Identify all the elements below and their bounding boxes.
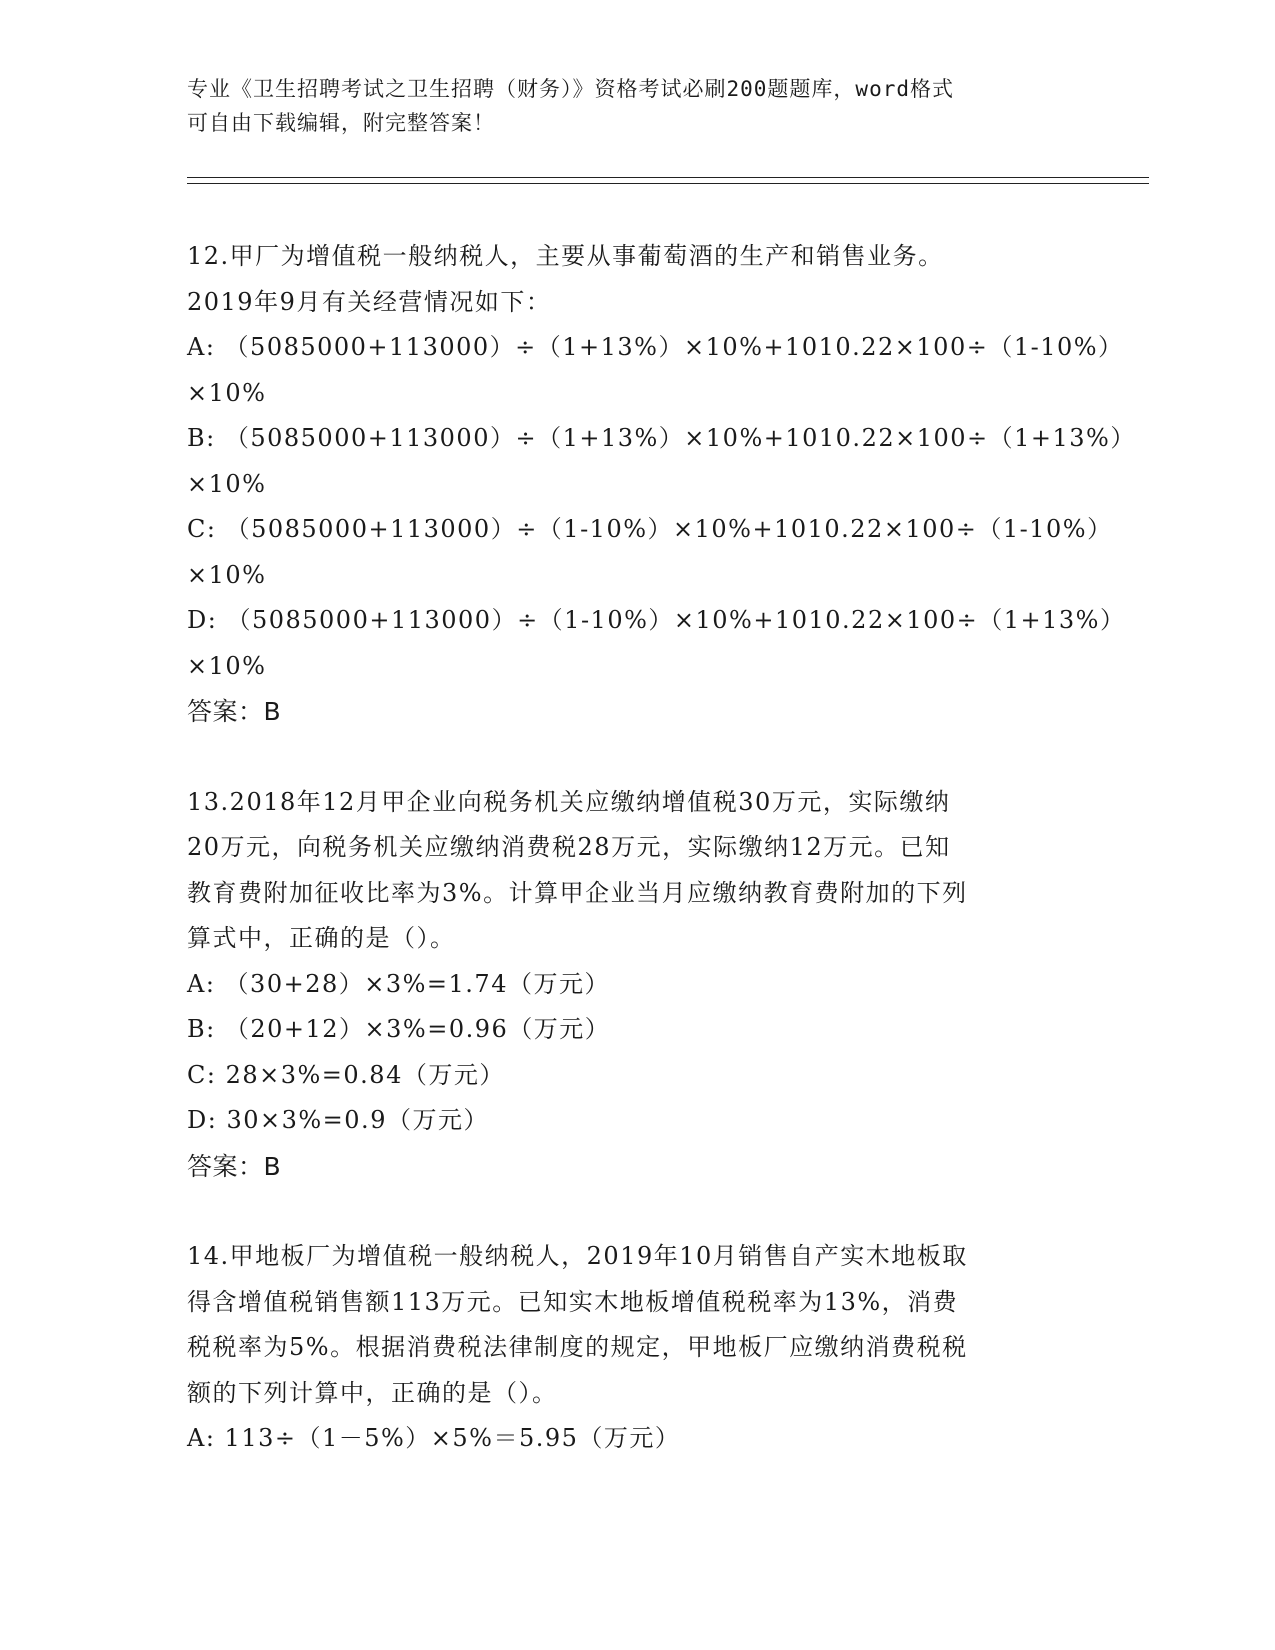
option-a: A: 113÷（1－5%）×5%＝5.95（万元） [187,1424,681,1452]
option-c: C: （5085000+113000）÷（1-10%）×10%+1010.22×100÷（1-10%） [187,515,1113,543]
question-stem-line: 税税率为5%。根据消费税法律制度的规定，甲地板厂应缴纳消费税税 [187,1333,968,1361]
answer-label: 答案：B [187,697,282,726]
question-stem-line: 20万元，向税务机关应缴纳消费税28万元，实际缴纳12万元。已知 [187,833,951,861]
question-13 [187,780,1087,1190]
option-b-continued: ×10% [187,469,267,498]
question-12 [187,234,1136,735]
header-line: 专业《卫生招聘考试之卫生招聘（财务）》资格考试必刷200题题库，word格式 [187,77,954,101]
answer-label: 答案：B [187,1151,282,1181]
option-a: A: （5085000+113000）÷（1+13%）×10%+1010.22×100÷（1-10%） [187,333,1124,361]
question-stem-line: 12.甲厂为增值税一般纳税人，主要从事葡萄酒的生产和销售业务。 [187,242,944,270]
option-a: A: （30+28）×3%=1.74（万元） [187,969,610,998]
option-c-continued: ×10% [187,560,267,589]
question-stem-line: 2019年9月有关经营情况如下： [187,287,552,316]
option-a-continued: ×10% [187,378,267,407]
document-header [187,72,1087,140]
header-line: 可自由下载编辑，附完整答案！ [187,111,495,135]
option-d: D: 30×3%=0.9（万元） [187,1106,489,1134]
option-c: C: 28×3%=0.84（万元） [187,1060,505,1089]
option-b: B: （20+12）×3%=0.96（万元） [187,1015,611,1043]
question-stem-line: 得含增值税销售额113万元。已知实木地板增值税税率为13%，消费 [187,1287,959,1316]
question-stem-line: 额的下列计算中，正确的是（）。 [187,1378,558,1407]
question-list [187,234,1136,1462]
question-14 [187,1234,1087,1462]
header-divider-top [187,177,1149,178]
option-d-continued: ×10% [187,651,267,680]
option-d: D: （5085000+113000）÷（1-10%）×10%+1010.22×100÷（1+13%） [187,606,1126,634]
question-stem-line: 14.甲地板厂为增值税一般纳税人，2019年10月销售自产实木地板取 [187,1242,968,1270]
option-b: B: （5085000+113000）÷（1+13%）×10%+1010.22×100÷（1+13%） [187,424,1136,452]
header-divider-bottom [187,183,1149,184]
question-stem-line: 算式中，正确的是（）。 [187,924,456,952]
question-stem-line: 教育费附加征收比率为3%。计算甲企业当月应缴纳教育费附加的下列 [187,878,968,907]
question-stem-line: 13.2018年12月甲企业向税务机关应缴纳增值税30万元，实际缴纳 [187,787,951,816]
